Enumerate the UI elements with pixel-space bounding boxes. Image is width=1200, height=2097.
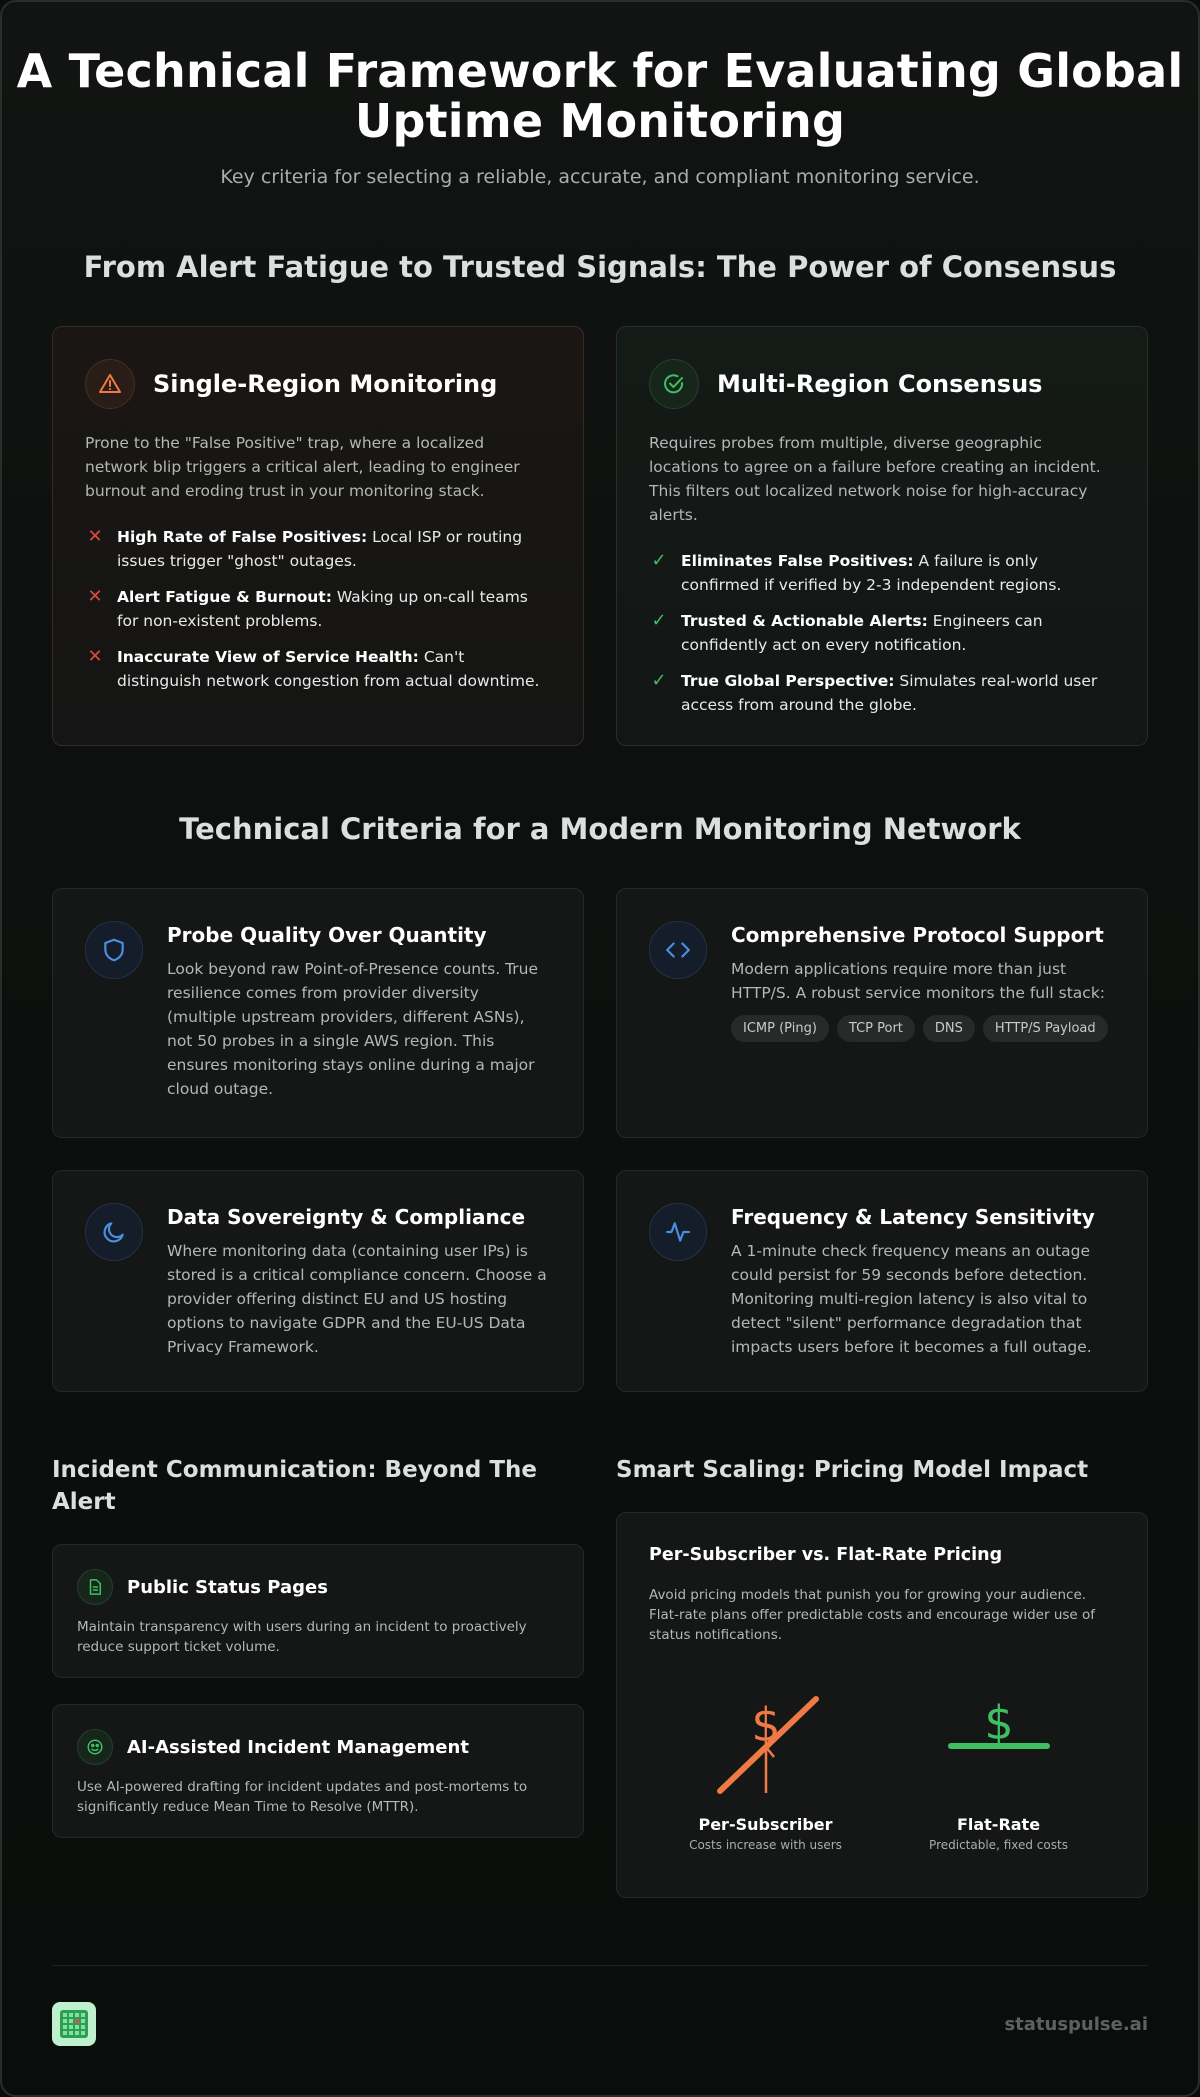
pricing-section-title: Smart Scaling: Pricing Model Impact bbox=[616, 1457, 1089, 1483]
incident-title: AI-Assisted Incident Management bbox=[127, 1736, 469, 1758]
protocol-tag: ICMP (Ping) bbox=[731, 1015, 829, 1042]
criteria-title: Probe Quality Over Quantity bbox=[167, 923, 487, 947]
incident-description: Use AI-powered drafting for incident updates and post-mortems to significantly reduce Mean Time to Resolve (MTTR). bbox=[77, 1779, 528, 1815]
check-circle-icon bbox=[649, 359, 699, 409]
list-item: ✓ Eliminates False Positives: A failure is only confirmed if verified by 2-3 independent regions. bbox=[649, 549, 1115, 597]
protocol-tag: HTTP/S Payload bbox=[983, 1015, 1108, 1042]
criteria-title: Comprehensive Protocol Support bbox=[731, 923, 1104, 947]
per-subscriber-label: Per-Subscriber bbox=[698, 1815, 833, 1834]
bottom-row bbox=[2, 1454, 1198, 1898]
pricing-visuals bbox=[649, 1685, 1115, 1852]
protocol-tag: DNS bbox=[923, 1015, 975, 1042]
per-subscriber-sub: Costs increase with users bbox=[689, 1838, 842, 1852]
flat-rate-visual bbox=[899, 1685, 1099, 1852]
protocol-tag: TCP Port bbox=[837, 1015, 915, 1042]
incident-section-title: Incident Communication: Beyond The Alert bbox=[52, 1457, 537, 1515]
brand-name: statuspulse.ai bbox=[1004, 2013, 1148, 2035]
code-icon bbox=[649, 921, 707, 979]
criteria-description: Modern applications require more than just HTTP/S. A robust service monitors the full stack: bbox=[731, 960, 1106, 1002]
multi-region-title: Multi-Region Consensus bbox=[717, 370, 1043, 398]
pricing-column bbox=[616, 1454, 1148, 1898]
criteria-description: A 1-minute check frequency means an outage could persist for 59 seconds before detection. Monitoring multi-region latency is also vital to detect "silent" performance degradation that impacts users before it becomes a full outage. bbox=[731, 1242, 1092, 1356]
single-region-description: Prone to the "False Positive" trap, where a localized network blip triggers a critical alert, leading to engineer burnout and eroding trust in your monitoring stack. bbox=[85, 434, 520, 500]
incident-card-status-pages bbox=[52, 1544, 584, 1678]
grid-logo-icon bbox=[52, 2002, 96, 2046]
header bbox=[2, 2, 1198, 188]
flat-rate-sub: Predictable, fixed costs bbox=[929, 1838, 1068, 1852]
pricing-card bbox=[616, 1512, 1148, 1898]
single-region-bullets bbox=[85, 525, 551, 693]
list-item: ✓ Trusted & Actionable Alerts: Engineers can confidently act on every notification. bbox=[649, 609, 1115, 657]
rising-cost-icon bbox=[706, 1685, 826, 1805]
criteria-description: Look beyond raw Point-of-Presence counts. True resilience comes from provider diversity (multiple upstream providers, different ASNs), not 50 probes in a single AWS region. This ensures monitoring stays online during a major cloud outage. bbox=[167, 960, 539, 1098]
page-title: A Technical Framework for Evaluating Global Uptime Monitoring bbox=[16, 44, 1184, 148]
criteria-description: Where monitoring data (containing user IPs) is stored is a critical compliance concern. Choose a provider offering distinct EU and US hosting options to navigate GDPR and the EU-US Data Privacy Framework. bbox=[167, 1242, 547, 1356]
criteria-row-1 bbox=[2, 888, 1198, 1138]
checkmark-icon: ✓ bbox=[651, 550, 667, 571]
footer bbox=[52, 1965, 1148, 2046]
incident-title: Public Status Pages bbox=[127, 1576, 328, 1598]
comparison-row bbox=[2, 326, 1198, 746]
criteria-card-data-sovereignty bbox=[52, 1170, 584, 1392]
svg-text:$: $ bbox=[750, 1698, 781, 1752]
consensus-section-title: From Alert Fatigue to Trusted Signals: The Power of Consensus bbox=[83, 250, 1117, 284]
multi-region-description: Requires probes from multiple, diverse geographic locations to agree on a failure before creating an incident. This filters out localized network noise for high-accuracy alerts. bbox=[649, 434, 1101, 524]
pricing-card-title: Per-Subscriber vs. Flat-Rate Pricing bbox=[649, 1545, 1003, 1565]
moon-icon bbox=[85, 1203, 143, 1261]
x-icon: ✕ bbox=[87, 586, 103, 607]
per-subscriber-visual bbox=[666, 1685, 866, 1852]
multi-region-card bbox=[616, 326, 1148, 746]
flat-cost-icon bbox=[939, 1685, 1059, 1805]
incident-card-ai-management bbox=[52, 1704, 584, 1838]
flat-rate-label: Flat-Rate bbox=[956, 1815, 1041, 1834]
list-item: ✓ True Global Perspective: Simulates real-world user access from around the globe. bbox=[649, 669, 1115, 717]
x-icon: ✕ bbox=[87, 646, 103, 667]
pricing-description: Avoid pricing models that punish you for growing your audience. Flat-rate plans offer predictable costs and encourage wider use of status notifications. bbox=[649, 1587, 1096, 1643]
warning-triangle-icon bbox=[85, 359, 135, 409]
criteria-section-title: Technical Criteria for a Modern Monitoring Network bbox=[179, 812, 1021, 846]
criteria-row-2 bbox=[2, 1170, 1198, 1392]
criteria-card-probe-quality bbox=[52, 888, 584, 1138]
single-region-card bbox=[52, 326, 584, 746]
criteria-title: Frequency & Latency Sensitivity bbox=[731, 1205, 1095, 1229]
pulse-icon bbox=[649, 1203, 707, 1261]
incident-column bbox=[52, 1454, 584, 1898]
checkmark-icon: ✓ bbox=[651, 670, 667, 691]
protocol-tags bbox=[731, 1015, 1115, 1042]
criteria-card-protocol-support bbox=[616, 888, 1148, 1138]
incident-description: Maintain transparency with users during an incident to proactively reduce support ticket volume. bbox=[77, 1619, 527, 1655]
criteria-title: Data Sovereignty & Compliance bbox=[167, 1205, 526, 1229]
bot-icon bbox=[77, 1729, 113, 1765]
single-region-title: Single-Region Monitoring bbox=[153, 370, 498, 398]
x-icon: ✕ bbox=[87, 526, 103, 547]
list-item: ✕ High Rate of False Positives: Local ISP or routing issues trigger "ghost" outages. bbox=[85, 525, 551, 573]
list-item: ✕ Inaccurate View of Service Health: Can't distinguish network congestion from actual downtime. bbox=[85, 645, 551, 693]
shield-icon bbox=[85, 921, 143, 979]
page-subtitle: Key criteria for selecting a reliable, accurate, and compliant monitoring service. bbox=[220, 166, 980, 188]
document-icon bbox=[77, 1569, 113, 1605]
checkmark-icon: ✓ bbox=[651, 610, 667, 631]
criteria-card-frequency-latency bbox=[616, 1170, 1148, 1392]
multi-region-bullets bbox=[649, 549, 1115, 717]
list-item: ✕ Alert Fatigue & Burnout: Waking up on-call teams for non-existent problems. bbox=[85, 585, 551, 633]
svg-text:$: $ bbox=[983, 1696, 1014, 1750]
